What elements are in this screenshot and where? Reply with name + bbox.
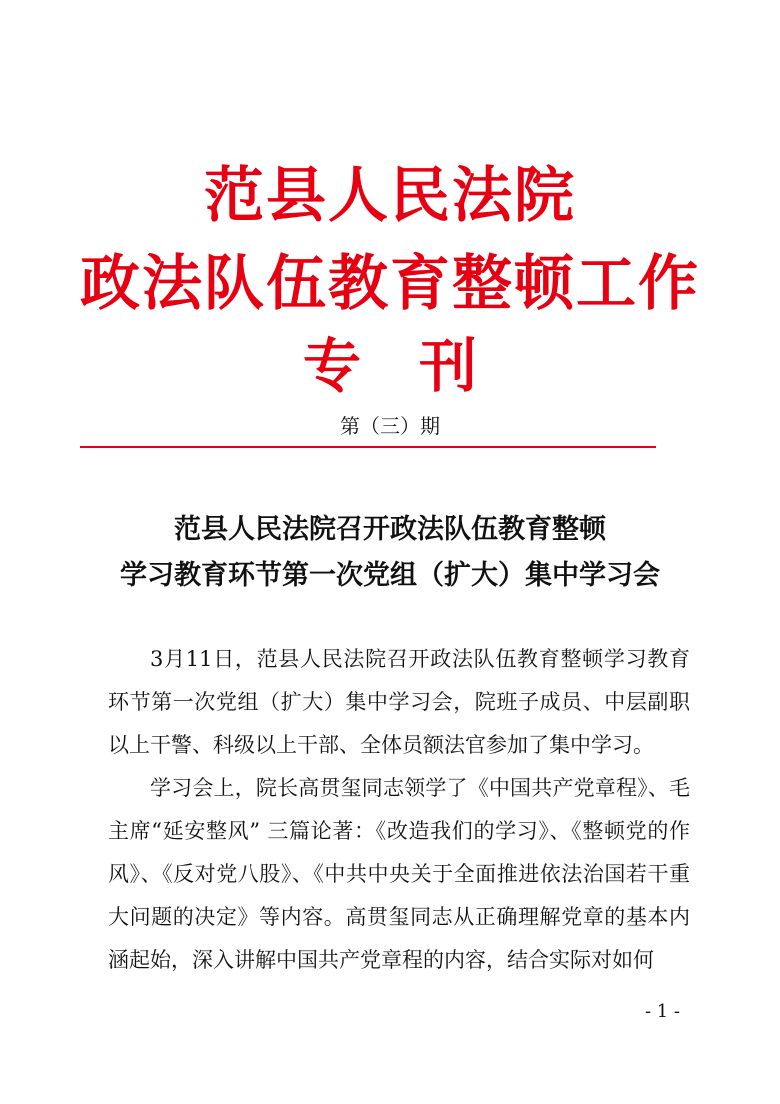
masthead-title-line2: 政法队伍教育整顿工作	[80, 249, 700, 319]
article-paragraph-2: 学习会上，院长高贯玺同志领学了《中国共产党章程》、毛主席“延安整风” 三篇论著：《改造我们的学习》、《整顿党的作风》、《反对党八股》、《中共中央关于全面推进依法治国若干重大问题的决定》等内容。高贯玺同志从正确理解党章的基本内涵起始，深入讲解中国共产党章程的内容，结合实际对如何	[108, 776, 690, 972]
red-divider-line	[80, 446, 656, 448]
masthead-title-line3: 专刊	[302, 332, 535, 400]
article-body	[108, 638, 690, 982]
article-title-line1: 范县人民法院召开政法队伍教育整顿	[174, 514, 606, 545]
article-title-line2: 学习教育环节第一次党组（扩大）集中学习会	[120, 560, 660, 591]
article-paragraph-1: 3月11日，范县人民法院召开政法队伍教育整顿学习教育环节第一次党组（扩大）集中学习会，院班子成员、中层副职以上干警、科级以上干部、全体员额法官参加了集中学习。	[108, 647, 690, 757]
masthead-title-line1: 范县人民法院	[204, 161, 576, 231]
page-number: - 1 -	[644, 1001, 680, 1022]
issue-number: 第（三）期	[340, 414, 440, 438]
